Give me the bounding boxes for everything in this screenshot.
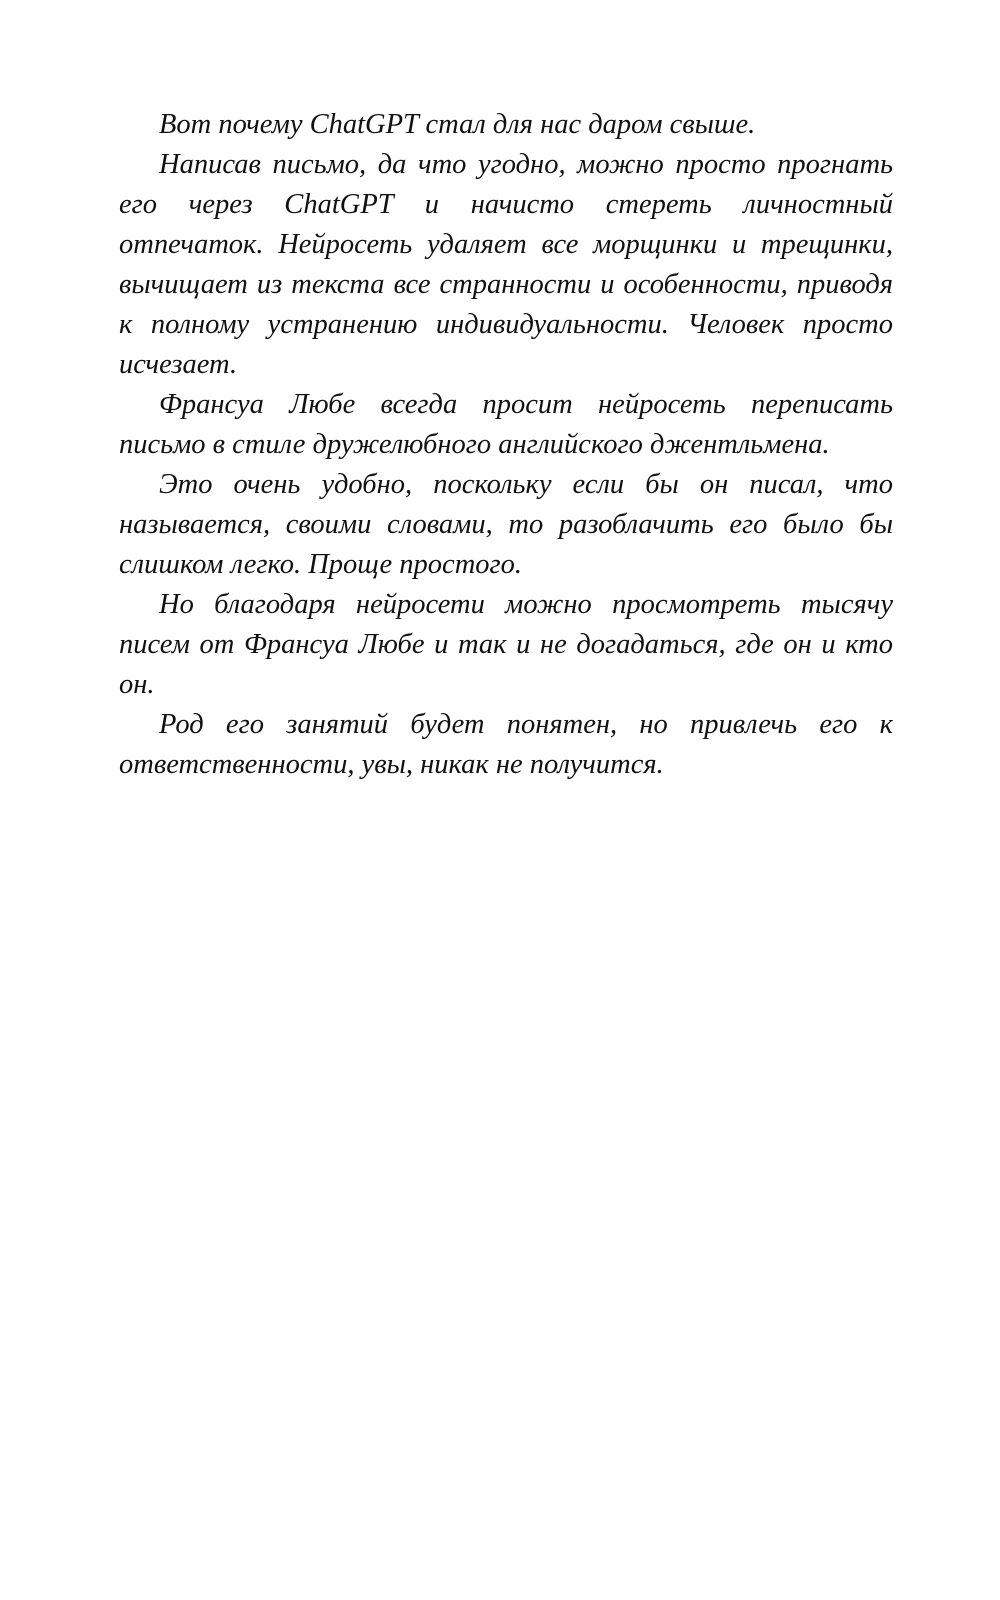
paragraph-5: Но благодаря нейросети можно просмотреть тысячу писем от Франсуа Любе и так и не догадаться, где он и кто он. bbox=[119, 589, 893, 700]
paragraph-2: Написав письмо, да что угодно, можно просто прогнать его через ChatGPT и начисто стереть личностный отпечаток. Нейросеть удаляет все морщинки и трещинки, вычищает из текста все странности и особенности, приводя к полному устранению индивидуальности. Человек просто исчезает. bbox=[119, 149, 893, 380]
paragraph-6: Род его занятий будет понятен, но привлечь его к ответственности, увы, никак не получится. bbox=[119, 709, 893, 780]
paragraph-3: Франсуа Любе всегда просит нейросеть переписать письмо в стиле дружелюбного английского джентльмена. bbox=[119, 389, 893, 460]
paragraph-4: Это очень удобно, поскольку если бы он писал, что называется, своими словами, то разоблачить его было бы слишком легко. Проще простого. bbox=[119, 469, 893, 580]
paragraph-1: Вот почему ChatGPT стал для нас даром свыше. bbox=[159, 109, 756, 140]
body-text bbox=[119, 105, 893, 785]
